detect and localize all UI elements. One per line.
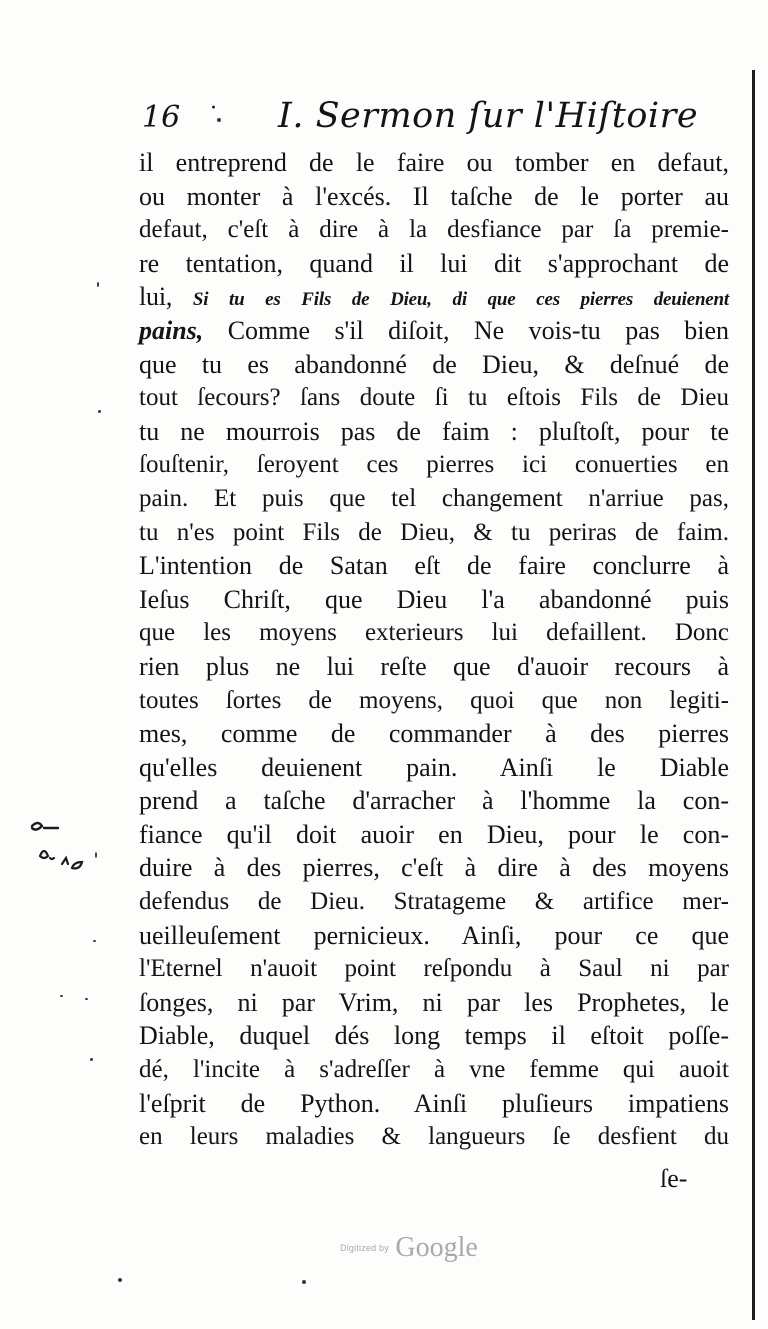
text-line: dé, l'incite à s'adreſſer à vne femme qui auoit xyxy=(139,1056,729,1084)
text-line: Ieſus Chriſt, que Dieu l'a abandonné puis xyxy=(139,584,729,614)
margin-handwriting xyxy=(24,818,98,890)
scan-speck xyxy=(90,1058,93,1061)
text-line: defaut, c'eſt à dire à la desfiance par ſa premie- xyxy=(139,216,729,244)
text-line: ſouſtenir, ſeroyent ces pierres ici conuerties en xyxy=(139,451,729,479)
text-line: tout ſecours? ſans doute ſi tu eſtois Fils de Dieu xyxy=(139,384,729,412)
quote-end: pains, xyxy=(139,315,204,345)
scan-speck xyxy=(302,1280,306,1284)
text-line: que tu es abandonné de Dieu, & deſnué de xyxy=(139,349,729,379)
catchword: ſe- xyxy=(660,1164,688,1193)
text-line xyxy=(139,314,729,348)
text-line xyxy=(139,280,729,314)
scan-speck xyxy=(98,410,101,413)
running-title: I. Sermon ſur l'Hiſtoire xyxy=(278,96,699,136)
scan-speck xyxy=(93,940,96,942)
text-line: ou monter à l'excés. Il taſche de le porter au xyxy=(139,181,729,211)
page-number: 16 xyxy=(142,100,181,135)
text-line: il entreprend de le faire ou tomber en defaut, xyxy=(139,148,729,177)
scan-speck xyxy=(118,1278,122,1282)
text-line-rest: Comme s'il diſoit, Ne vois-tu pas bien xyxy=(227,315,730,345)
text-line: en leurs maladies & langueurs ſe desfient du xyxy=(139,1123,729,1151)
biblical-quote: Si tu es Fils de Dieu, di que ces pierres deuienent xyxy=(192,289,729,311)
text-line: duire à des pierres, c'eſt à dire à des moyens xyxy=(139,853,729,883)
text-line: que les moyens exterieurs lui defaillent. Donc xyxy=(139,619,729,647)
page-edge-rule xyxy=(752,70,755,1320)
text-line: defendus de Dieu. Stratageme & artifice mer- xyxy=(139,888,729,916)
text-line: pain. Et puis que tel changement n'arriue pas, xyxy=(139,484,729,512)
text-line: tu n'es point Fils de Dieu, & tu periras de faim. xyxy=(139,518,729,546)
text-line: fiance qu'il doit auoir en Dieu, pour le con- xyxy=(139,819,729,849)
page-header xyxy=(142,96,702,144)
text-line: L'intention de Satan eſt de faire conclurre à xyxy=(139,551,729,581)
scan-speck xyxy=(97,282,99,287)
text-line: l'Eternel n'auoit point reſpondu à Saul ni par xyxy=(139,955,729,983)
text-line: l'eſprit de Python. Ainſi pluſieurs impatiens xyxy=(139,1088,729,1118)
scan-speck xyxy=(85,998,88,1000)
text-line: rien plus ne lui reſte que d'auoir recours à xyxy=(139,651,729,681)
digitized-by-label: Digitized by xyxy=(340,1243,389,1253)
text-line: ueilleuſement pernicieux. Ainſi, pour ce que xyxy=(139,920,729,950)
header-dot: · xyxy=(210,96,217,121)
text-line: mes, comme de commander à des pierres xyxy=(139,719,729,749)
scan-speck xyxy=(60,995,63,997)
scan-speck xyxy=(217,118,221,122)
google-logo: Google xyxy=(395,1232,478,1263)
quote-lead: lui, xyxy=(139,282,173,312)
text-line: toutes ſortes de moyens, quoi que non legiti- xyxy=(139,686,729,714)
body-text xyxy=(139,146,729,1154)
text-line: tu ne mourrois pas de faim : pluſtoſt, pour te xyxy=(139,416,729,446)
text-line: prend a taſche d'arracher à l'homme la con- xyxy=(139,786,729,816)
text-line: qu'elles deuienent pain. Ainſi le Diable xyxy=(139,752,729,782)
text-line: Diable, duquel dés long temps il eſtoit poſſe- xyxy=(139,1021,729,1051)
text-line: ſonges, ni par Vrim, ni par les Prophetes, le xyxy=(139,987,729,1017)
digitized-watermark xyxy=(340,1232,478,1264)
text-line: re tentation, quand il lui dit s'approchant de xyxy=(139,248,729,278)
